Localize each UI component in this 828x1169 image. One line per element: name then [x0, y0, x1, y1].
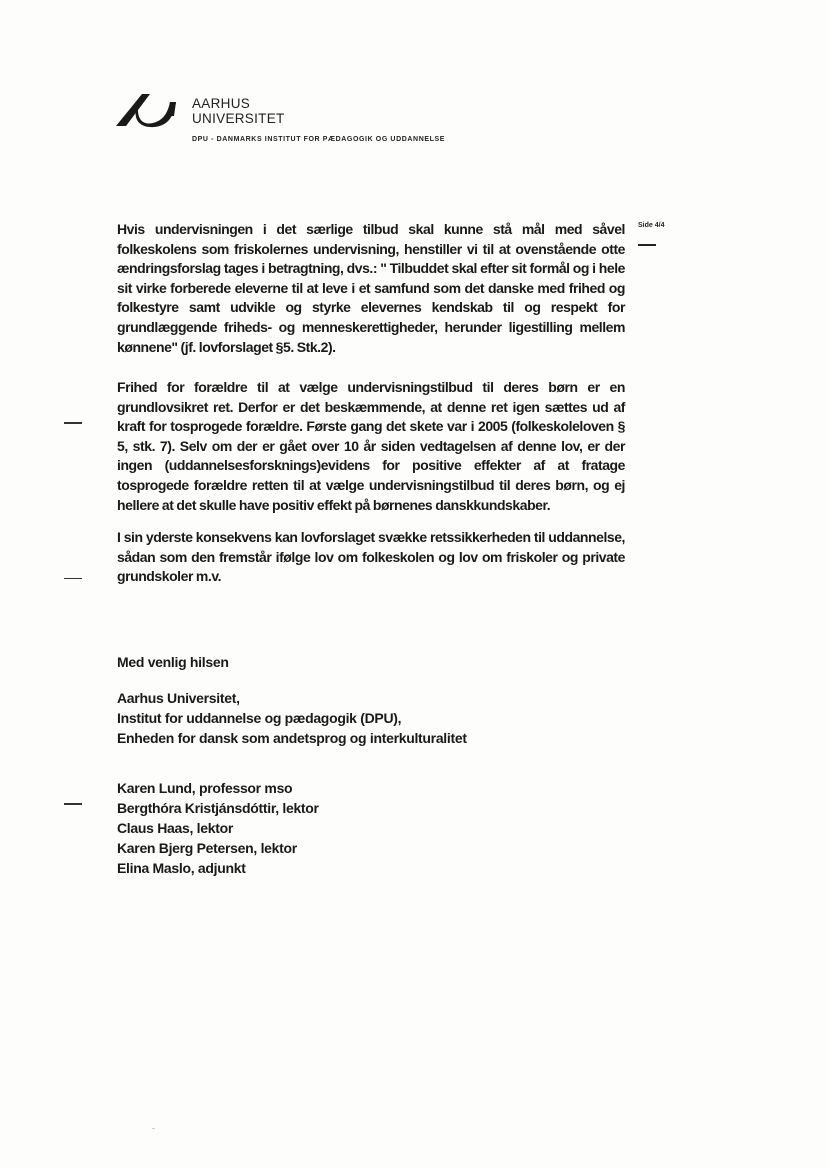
margin-mark-3: [64, 803, 82, 805]
paragraph-1: Hvis undervisningen i det særlige tilbud skal kunne stå mål med såvel folkeskolens som friskolernes undervisning, henstiller vi til at ovenstående otte ændringsforslag tages i betragtning, dvs.: " Tilbuddet skal efter sit formål og i hele sit virke forberede eleverne til at leve i et samfund som det danske med frihed og folkestyre samt udvikle og styrke elevernes kendskab til og respekt for grundlæggende friheds- og menneskerettigheder, herunder ligestilling mellem kønnene" (jf. lovforslaget §5. Stk.2).: [117, 221, 625, 355]
au-logo-icon: [116, 92, 182, 128]
margin-mark-2: [64, 578, 82, 579]
university-name: [192, 96, 285, 126]
logo-line-1: AARHUS: [192, 96, 251, 111]
signatory-2: Bergthóra Kristjánsdóttir, lektor: [117, 800, 319, 816]
signatories-block: [117, 778, 319, 878]
org-line-1: Aarhus Universitet,: [117, 690, 240, 706]
greeting: Med venlig hilsen: [117, 654, 229, 670]
scan-speck: [152, 1128, 155, 1129]
page-number-rule: [638, 244, 656, 246]
paragraph-3: I sin yderste konsekvens kan lovforslaget svække retssikkerheden til uddannelse, sådan som den fremstår ifølge lov om folkeskolen og lov om friskoler og private grundskoler m.v.: [117, 529, 625, 585]
signatory-4: Karen Bjerg Petersen, lektor: [117, 840, 297, 856]
page-number: Side 4/4: [638, 222, 665, 229]
signatory-1: Karen Lund, professor mso: [117, 780, 293, 796]
institute-name: DPU - DANMARKS INSTITUT FOR PÆDAGOGIK OG UDDANNELSE: [192, 136, 446, 143]
paragraph-2: Frihed for forældre til at vælge undervisningstilbud til deres børn er en grundlovsikret ret. Derfor er det beskæmmende, at denne ret igen sættes ud af kraft for tosprogede forældre. Første gang det skete var i 2005 (folkeskoleloven § 5, stk. 7). Selv om der er gået over 10 år siden vedtagelsen af denne lov, er der ingen (uddannelsesforsknings)evidens for positive effekter af at fratage tosprogede forældre retten til at vælge undervisningstilbud til deres børn, og ej hellere at det skulle have positiv effekt på børnenes danskkundskaber.: [117, 379, 625, 513]
org-line-2: Institut for uddannelse og pædagogik (DPU),: [117, 710, 402, 726]
signatory-3: Claus Haas, lektor: [117, 820, 233, 836]
organization-block: [117, 688, 467, 748]
org-line-3: Enheden for dansk som andetsprog og interkulturalitet: [117, 730, 467, 746]
signatory-5: Elina Maslo, adjunkt: [117, 860, 246, 876]
logo-line-2: UNIVERSITET: [192, 111, 285, 126]
margin-mark-1: [64, 422, 82, 424]
